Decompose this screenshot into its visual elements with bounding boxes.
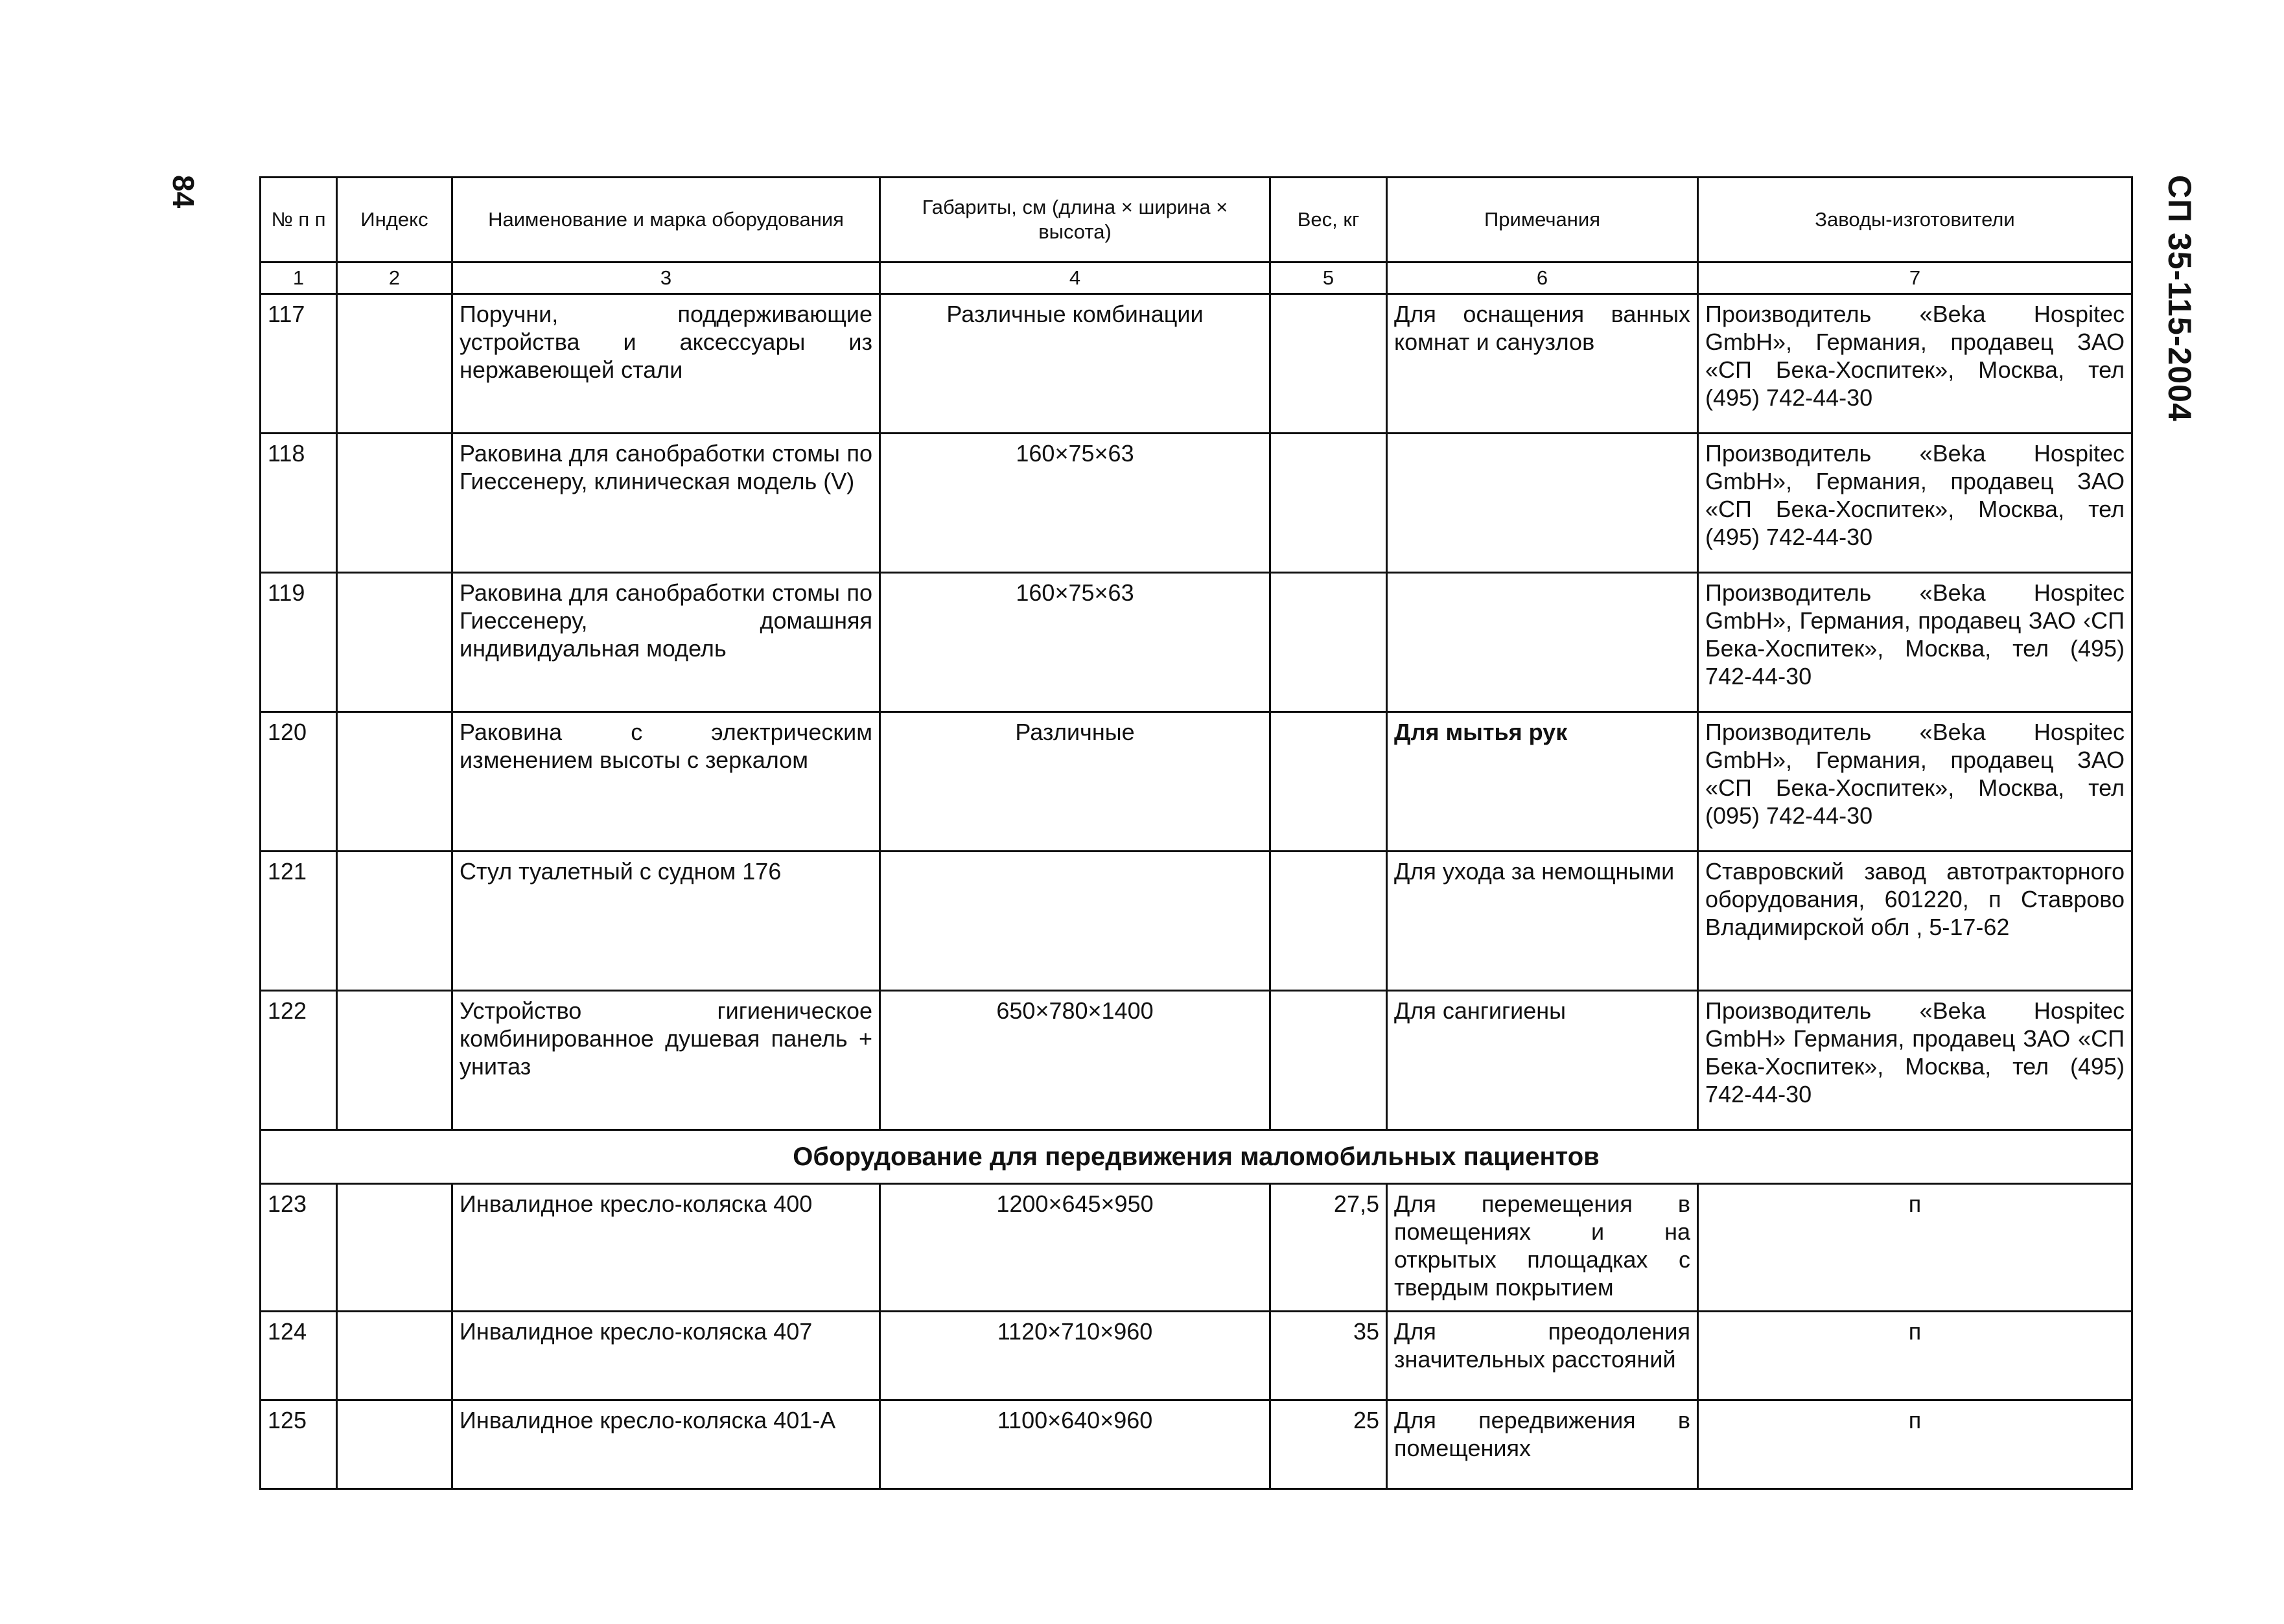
column-number: 2 xyxy=(337,262,452,294)
header-cell-num: № п п xyxy=(261,178,337,262)
cell-num: 125 xyxy=(261,1400,337,1489)
cell-note: Для ухода за немощными xyxy=(1387,852,1698,991)
column-number: 7 xyxy=(1698,262,2132,294)
cell-manufacturer: п xyxy=(1698,1184,2132,1312)
section-title: Оборудование для передвижения маломобильных пациентов xyxy=(261,1130,2132,1184)
cell-weight: 27,5 xyxy=(1270,1184,1387,1312)
cell-dimensions: Различные xyxy=(880,712,1270,852)
cell-note: Для перемещения в помещениях и на открытых площадках с твердым покрытием xyxy=(1387,1184,1698,1312)
table-row xyxy=(261,1400,2132,1489)
cell-weight xyxy=(1270,573,1387,712)
header-row xyxy=(261,178,2132,262)
cell-name: Инвалидное кресло-коляска 407 xyxy=(452,1312,880,1400)
cell-index xyxy=(337,1184,452,1312)
cell-name: Стул туалетный с судном 176 xyxy=(452,852,880,991)
equipment-table xyxy=(259,176,2133,1490)
page-number: 84 xyxy=(167,175,200,209)
cell-index xyxy=(337,573,452,712)
column-number-row xyxy=(261,262,2132,294)
cell-name: Устройство гигиеническое комбинированное душевая панель + унитаз xyxy=(452,991,880,1130)
cell-index xyxy=(337,434,452,573)
cell-dimensions: 1200×645×950 xyxy=(880,1184,1270,1312)
cell-name: Поручни, поддерживающие устройства и аксессуары из нержавеющей стали xyxy=(452,294,880,434)
cell-note: Для мытья рук xyxy=(1387,712,1698,852)
cell-num: 122 xyxy=(261,991,337,1130)
cell-name: Инвалидное кресло-коляска 401-А xyxy=(452,1400,880,1489)
table-row xyxy=(261,852,2132,991)
cell-note xyxy=(1387,573,1698,712)
cell-note: Для сангигиены xyxy=(1387,991,1698,1130)
column-number: 4 xyxy=(880,262,1270,294)
cell-note xyxy=(1387,434,1698,573)
header-cell-weight: Вес, кг xyxy=(1270,178,1387,262)
cell-name: Инвалидное кресло-коляска 400 xyxy=(452,1184,880,1312)
column-number: 3 xyxy=(452,262,880,294)
header-cell-notes: Примечания xyxy=(1387,178,1698,262)
cell-manufacturer: Производитель «Beka Hospitec GmbH», Германия, продавец ЗАО ‹СП Бека-Хоспитек», Москва, тел (495) 742-44-30 xyxy=(1698,573,2132,712)
cell-note: Для преодоления значительных расстояний xyxy=(1387,1312,1698,1400)
cell-manufacturer: Ставровский завод автотракторного оборудования, 601220, п Ставрово Владимирской обл , 5-17-62 xyxy=(1698,852,2132,991)
cell-name: Раковина для санобработки стомы по Гиессенеру, клиническая модель (V) xyxy=(452,434,880,573)
cell-index xyxy=(337,1312,452,1400)
cell-weight xyxy=(1270,712,1387,852)
cell-weight xyxy=(1270,294,1387,434)
cell-weight: 25 xyxy=(1270,1400,1387,1489)
table-row xyxy=(261,294,2132,434)
cell-num: 119 xyxy=(261,573,337,712)
table-row xyxy=(261,434,2132,573)
table-row xyxy=(261,1184,2132,1312)
header-cell-name: Наименование и марка оборудования xyxy=(452,178,880,262)
cell-manufacturer: Производитель «Beka Hospitec GmbH» Германия, продавец ЗАО «СП Бека-Хоспитек», Москва, тел (495) 742-44-30 xyxy=(1698,991,2132,1130)
table-row xyxy=(261,991,2132,1130)
cell-num: 117 xyxy=(261,294,337,434)
cell-name: Раковина с электрическим изменением высоты с зеркалом xyxy=(452,712,880,852)
header-cell-manufacturers: Заводы-изготовители xyxy=(1698,178,2132,262)
section-header-row xyxy=(261,1130,2132,1184)
cell-dimensions: 650×780×1400 xyxy=(880,991,1270,1130)
cell-manufacturer: Производитель «Beka Hospitec GmbH», Германия, продавец ЗАО «СП Бека-Хоспитек», Москва, тел (495) 742-44-30 xyxy=(1698,294,2132,434)
cell-weight xyxy=(1270,852,1387,991)
cell-manufacturer: Производитель «Beka Hospitec GmbH», Германия, продавец ЗАО «СП Бека-Хоспитек», Москва, тел (495) 742-44-30 xyxy=(1698,434,2132,573)
cell-dimensions: 160×75×63 xyxy=(880,434,1270,573)
cell-name: Раковина для санобработки стомы по Гиессенеру, домашняя индивидуальная модель xyxy=(452,573,880,712)
cell-num: 124 xyxy=(261,1312,337,1400)
column-number: 5 xyxy=(1270,262,1387,294)
cell-manufacturer: п xyxy=(1698,1312,2132,1400)
cell-index xyxy=(337,294,452,434)
cell-weight: 35 xyxy=(1270,1312,1387,1400)
header-cell-dimensions: Габариты, см (длина × ширина × высота) xyxy=(880,178,1270,262)
cell-dimensions: 160×75×63 xyxy=(880,573,1270,712)
cell-weight xyxy=(1270,991,1387,1130)
table-row xyxy=(261,1312,2132,1400)
cell-dimensions: Различные комбинации xyxy=(880,294,1270,434)
cell-dimensions: 1120×710×960 xyxy=(880,1312,1270,1400)
cell-index xyxy=(337,991,452,1130)
cell-index xyxy=(337,1400,452,1489)
document-code: СП 35-115-2004 xyxy=(2162,175,2198,422)
cell-note: Для передвижения в помещениях xyxy=(1387,1400,1698,1489)
column-number: 1 xyxy=(261,262,337,294)
header-cell-index: Индекс xyxy=(337,178,452,262)
cell-weight xyxy=(1270,434,1387,573)
cell-dimensions: 1100×640×960 xyxy=(880,1400,1270,1489)
column-number: 6 xyxy=(1387,262,1698,294)
cell-dimensions xyxy=(880,852,1270,991)
cell-manufacturer: п xyxy=(1698,1400,2132,1489)
table-row xyxy=(261,712,2132,852)
cell-index xyxy=(337,852,452,991)
table-row xyxy=(261,573,2132,712)
cell-index xyxy=(337,712,452,852)
cell-num: 121 xyxy=(261,852,337,991)
cell-manufacturer: Производитель «Beka Hospitec GmbH», Германия, продавец ЗАО «СП Бека-Хоспитек», Москва, тел (095) 742-44-30 xyxy=(1698,712,2132,852)
cell-num: 123 xyxy=(261,1184,337,1312)
cell-num: 120 xyxy=(261,712,337,852)
cell-note: Для оснащения ванных комнат и санузлов xyxy=(1387,294,1698,434)
cell-num: 118 xyxy=(261,434,337,573)
